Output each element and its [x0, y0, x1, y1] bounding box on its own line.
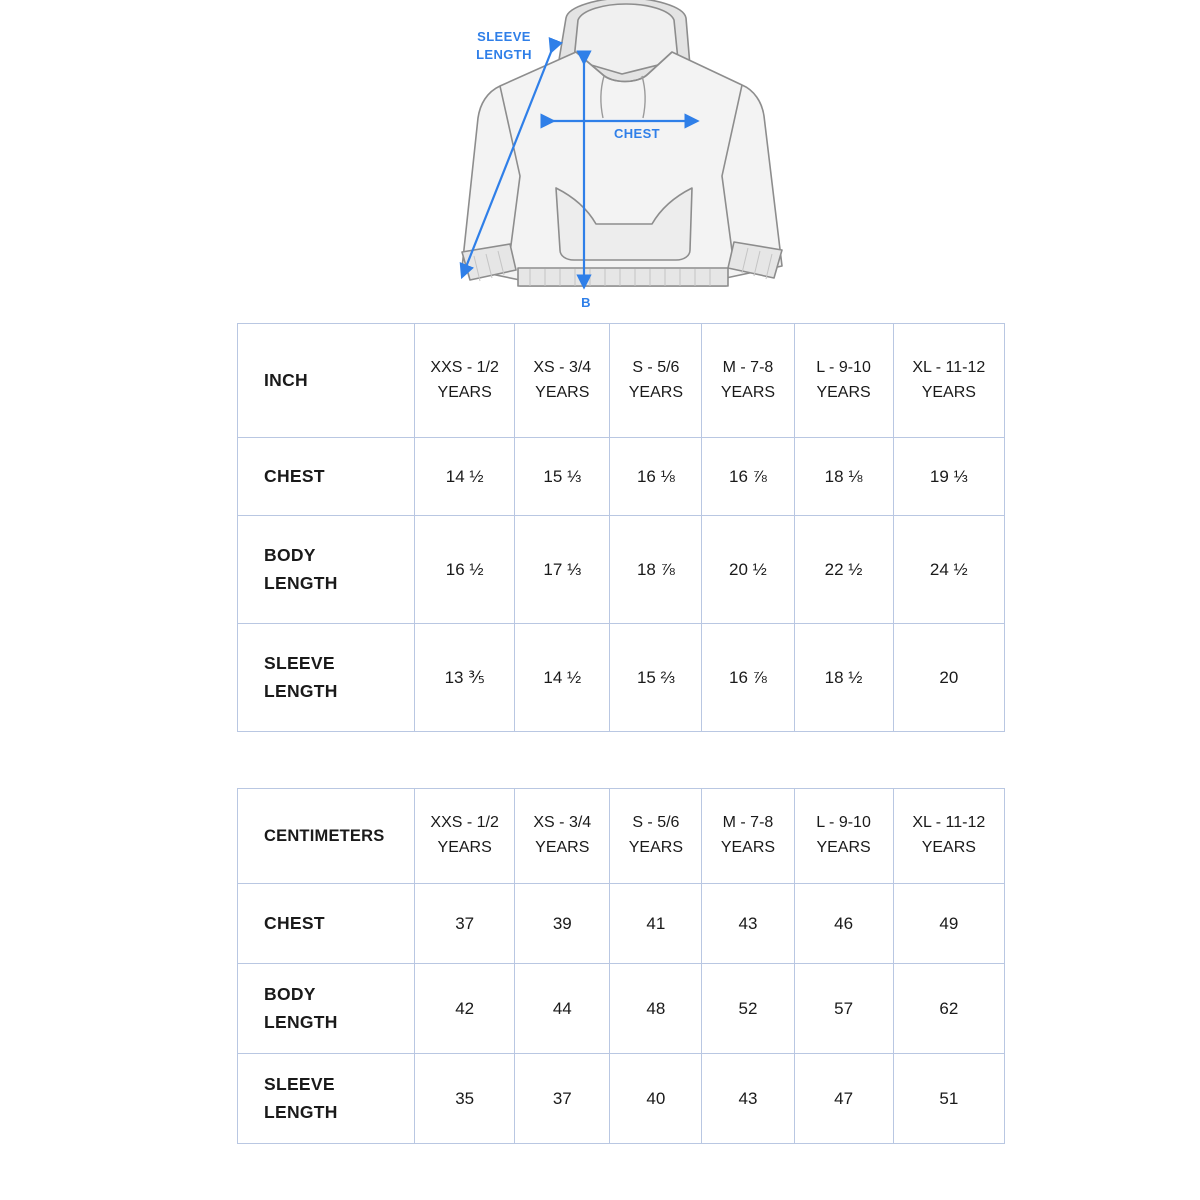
- row-label-line1: SLEEVE: [264, 1074, 335, 1095]
- cell-sleeve-s: 15 ⅔: [610, 624, 702, 732]
- cell-chest-xxs: 37: [415, 884, 515, 964]
- sleeve-length-label-line1: SLEEVE: [477, 29, 531, 44]
- column-header-s: [610, 324, 702, 438]
- cell-body-xl: 24 ½: [893, 516, 1004, 624]
- col-head-line2: YEARS: [921, 839, 976, 856]
- cell-chest-l: 18 ⅛: [794, 438, 893, 516]
- col-head-line1: L - 9-10: [816, 358, 871, 376]
- inch-size-table: [237, 323, 1005, 732]
- row-label-line2: LENGTH: [264, 572, 338, 593]
- col-head-line2: YEARS: [816, 383, 871, 401]
- row-label-chest: CHEST: [238, 884, 415, 964]
- cell-sleeve-xxs: 13 ⅗: [415, 624, 515, 732]
- table-row: [238, 884, 1005, 964]
- table-row: [238, 964, 1005, 1054]
- cell-body-xxs: 16 ½: [415, 516, 515, 624]
- row-label-body-length: [238, 516, 415, 624]
- column-header-s: [610, 789, 702, 884]
- col-head-line2: YEARS: [816, 839, 871, 856]
- cell-sleeve-xl: 51: [893, 1054, 1004, 1144]
- column-header-xl: [893, 789, 1004, 884]
- col-head-line1: XL - 11-12: [912, 358, 986, 376]
- cell-body-s: 48: [610, 964, 702, 1054]
- cell-chest-s: 16 ⅛: [610, 438, 702, 516]
- sleeve-length-label-line2: LENGTH: [476, 47, 532, 62]
- cell-body-m: 52: [702, 964, 794, 1054]
- cell-body-l: 57: [794, 964, 893, 1054]
- col-head-line2: YEARS: [720, 839, 776, 856]
- col-head-line1: XXS - 1/2: [430, 358, 499, 376]
- row-label-chest: CHEST: [238, 438, 415, 516]
- cell-body-xxs: 42: [415, 964, 515, 1054]
- cell-body-s: 18 ⅞: [610, 516, 702, 624]
- cell-chest-s: 41: [610, 884, 702, 964]
- cell-sleeve-xs: 37: [515, 1054, 610, 1144]
- cell-chest-xl: 19 ⅓: [893, 438, 1004, 516]
- col-head-line2: YEARS: [437, 839, 492, 856]
- col-head-line1: M - 7-8: [722, 814, 774, 832]
- cell-chest-xs: 39: [515, 884, 610, 964]
- cell-body-xl: 62: [893, 964, 1004, 1054]
- cell-body-xs: 44: [515, 964, 610, 1054]
- col-head-line2: YEARS: [921, 383, 976, 401]
- col-head-line2: YEARS: [535, 383, 590, 401]
- body-length-label: B: [581, 295, 591, 310]
- chest-label: CHEST: [613, 126, 661, 141]
- col-head-line1: XL - 11-12: [912, 814, 986, 832]
- col-head-line1: XS - 3/4: [533, 814, 592, 832]
- row-label-sleeve-length: [238, 1054, 415, 1144]
- cell-chest-m: 43: [702, 884, 794, 964]
- col-head-line1: XS - 3/4: [533, 358, 592, 376]
- cell-body-xs: 17 ⅓: [515, 516, 610, 624]
- cell-sleeve-m: 16 ⅞: [702, 624, 794, 732]
- table-header-row: [238, 324, 1005, 438]
- centimeters-size-table: [237, 788, 1005, 1144]
- hoodie-measurement-diagram: [0, 0, 1200, 320]
- cell-sleeve-m: 43: [702, 1054, 794, 1144]
- hoodie-illustration: [0, 0, 1200, 320]
- cell-chest-xs: 15 ⅓: [515, 438, 610, 516]
- inch-size-table-container: [237, 323, 1005, 732]
- cell-sleeve-xl: 20: [893, 624, 1004, 732]
- cell-chest-l: 46: [794, 884, 893, 964]
- row-label-line2: LENGTH: [264, 1101, 338, 1122]
- cell-body-l: 22 ½: [794, 516, 893, 624]
- centimeters-size-table-container: [237, 788, 1005, 1144]
- table-row: [238, 516, 1005, 624]
- row-label-line1: BODY: [264, 984, 316, 1005]
- column-header-l: [794, 789, 893, 884]
- cell-chest-xl: 49: [893, 884, 1004, 964]
- column-header-xl: [893, 324, 1004, 438]
- col-head-line2: YEARS: [628, 383, 683, 401]
- row-label-sleeve-length: [238, 624, 415, 732]
- column-header-m: [702, 324, 794, 438]
- cell-sleeve-xs: 14 ½: [515, 624, 610, 732]
- col-head-line1: S - 5/6: [632, 358, 680, 376]
- table-row: [238, 1054, 1005, 1144]
- col-head-line2: YEARS: [437, 383, 492, 401]
- cell-sleeve-xxs: 35: [415, 1054, 515, 1144]
- column-header-m: [702, 789, 794, 884]
- cell-sleeve-s: 40: [610, 1054, 702, 1144]
- table-row: [238, 624, 1005, 732]
- col-head-line2: YEARS: [628, 839, 683, 856]
- col-head-line2: YEARS: [720, 383, 776, 401]
- row-label-line1: BODY: [264, 545, 316, 566]
- cell-chest-m: 16 ⅞: [702, 438, 794, 516]
- col-head-line2: YEARS: [535, 839, 590, 856]
- cell-body-m: 20 ½: [702, 516, 794, 624]
- cell-chest-xxs: 14 ½: [415, 438, 515, 516]
- table-row: [238, 438, 1005, 516]
- cell-sleeve-l: 18 ½: [794, 624, 893, 732]
- col-head-line1: M - 7-8: [722, 358, 774, 376]
- column-header-xxs: [415, 324, 515, 438]
- row-label-line2: LENGTH: [264, 680, 338, 701]
- unit-label-centimeters: CENTIMETERS: [238, 789, 415, 884]
- row-label-line2: LENGTH: [264, 1011, 338, 1032]
- row-label-body-length: [238, 964, 415, 1054]
- col-head-line1: L - 9-10: [816, 814, 871, 832]
- col-head-line1: S - 5/6: [632, 814, 680, 832]
- col-head-line1: XXS - 1/2: [430, 814, 499, 832]
- column-header-l: [794, 324, 893, 438]
- column-header-xxs: [415, 789, 515, 884]
- column-header-xs: [515, 789, 610, 884]
- row-label-line1: SLEEVE: [264, 653, 335, 674]
- cell-sleeve-l: 47: [794, 1054, 893, 1144]
- table-header-row: [238, 789, 1005, 884]
- unit-label-inch: INCH: [238, 324, 415, 438]
- column-header-xs: [515, 324, 610, 438]
